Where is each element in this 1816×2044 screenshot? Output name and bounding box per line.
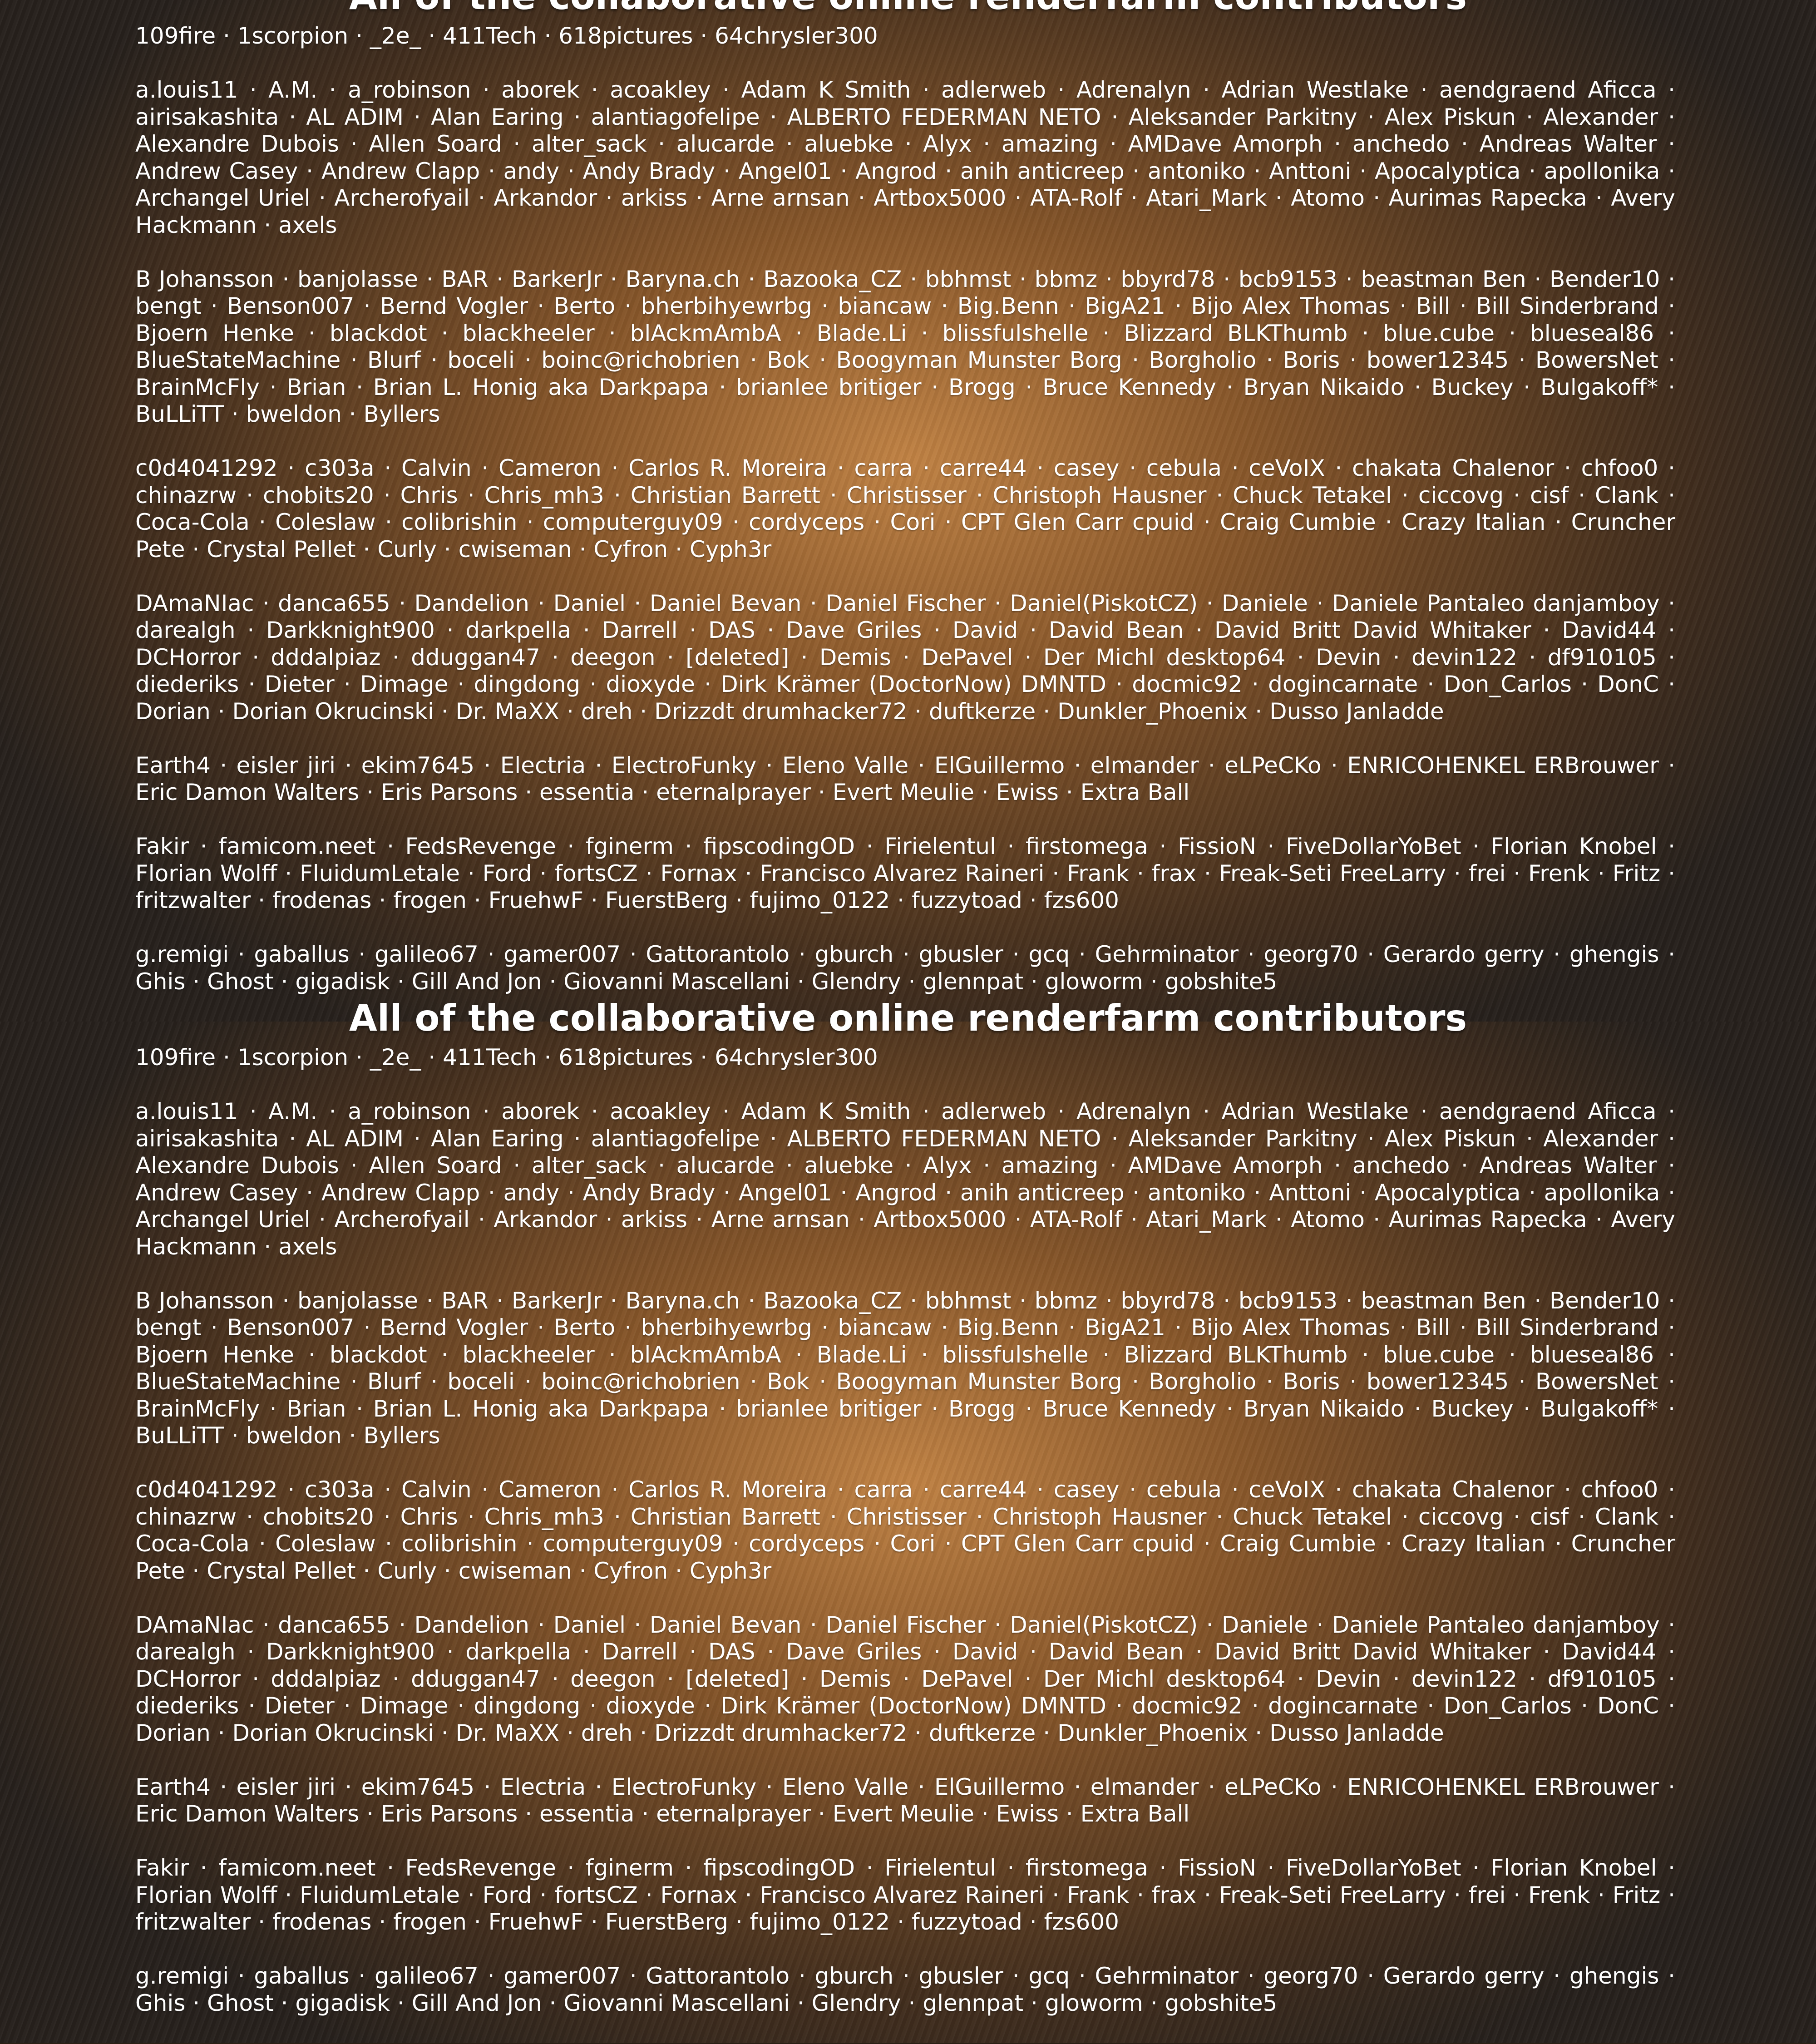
contributors-group-e: Earth4 · eisler jiri · ekim7645 · Electria · ElectroFunky · Eleno Valle · ElGuillermo · elmander · eLPeCKo · ENRICOHENKEL ERBrouwer · Eric Damon Walters · Eris Parsons · essentia · eternalprayer · Evert Meulie · Ewiss · Extra Ball [135,752,1675,806]
contributors-group-e: Earth4 · eisler jiri · ekim7645 · Electria · ElectroFunky · Eleno Valle · ElGuillermo · elmander · eLPeCKo · ENRICOHENKEL ERBrouwer · Eric Damon Walters · Eris Parsons · essentia · eternalprayer · Evert Meulie · Ewiss · Extra Ball [135,1774,1675,1828]
contributors-group-c: c0d4041292 · c303a · Calvin · Cameron · Carlos R. Moreira · carra · carre44 · casey · cebula · ceVoIX · chakata Chalenor · chfoo0 · chinazrw · chobits20 · Chris · Chris_mh3 · Christian Barrett · Christisser · Christoph Hausner · Chuck Tetakel · ciccovg · cisf · Clank · Coca-Cola · Coleslaw · colibrishin · computerguy09 · cordyceps · Cori · CPT Glen Carr cpuid · Craig Cumbie · Crazy Italian · Cruncher Pete · Crystal Pellet · Curly · cwiseman · Cyfron · Cyph3r [135,1476,1675,1585]
contributors-group-a: a.louis11 · A.M. · a_robinson · aborek · acoakley · Adam K Smith · adlerweb · Adrenalyn · Adrian Westlake · aendgraend Aficca · airisakashita · AL ADIM · Alan Earing · alantiagofelipe · ALBERTO FEDERMAN NETO · Aleksander Parkitny · Alex Piskun · Alexander · Alexandre Dubois · Allen Soard · alter_sack · alucarde · aluebke · Alyx · amazing · AMDave Amorph · anchedo · Andreas Walter · Andrew Casey · Andrew Clapp · andy · Andy Brady · Angel01 · Angrod · anih anticreep · antoniko · Anttoni · Apocalyptica · apollonika · Archangel Uriel · Archerofyail · Arkandor · arkiss · Arne arnsan · Artbox5000 · ATA-Rolf · Atari_Mark · Atomo · Aurimas Rapecka · Avery Hackmann · axels [135,1098,1675,1260]
contributors-group-f: Fakir · famicom.neet · FedsRevenge · fginerm · fipscodingOD · Firielentul · firstomega · FissioN · FiveDollarYoBet · Florian Knobel · Florian Wolff · FluidumLetale · Ford · fortsCZ · Fornax · Francisco Alvarez Raineri · Frank · frax · Freak-Seti FreeLarry · frei · Frenk · Fritz · fritzwalter · frodenas · frogen · FruehwF · FuerstBerg · fujimo_0122 · fuzzytoad · fzs600 [135,1855,1675,1936]
contributors-group-g: g.remigi · gaballus · galileo67 · gamer007 · Gattorantolo · gburch · gbusler · gcq · Gehrminator · georg70 · Gerardo gerry · ghengis · Ghis · Ghost · gigadisk · Gill And Jon · Giovanni Mascellani · Glendry · glennpat · gloworm · gobshite5 [135,1963,1675,2017]
contributors-group-g: g.remigi · gaballus · galileo67 · gamer007 · Gattorantolo · gburch · gbusler · gcq · Gehrminator · georg70 · Gerardo gerry · ghengis · Ghis · Ghost · gigadisk · Gill And Jon · Giovanni Mascellani · Glendry · glennpat · gloworm · gobshite5 [135,941,1675,995]
credits-title: All of the collaborative online renderfarm contributors [0,997,1816,1039]
contributors-group-b: B Johansson · banjolasse · BAR · BarkerJr · Baryna.ch · Bazooka_CZ · bbhmst · bbmz · bbyrd78 · bcb9153 · beastman Ben · Bender10 · bengt · Benson007 · Bernd Vogler · Berto · bherbihyewrbg · biancaw · Big.Benn · BigA21 · Bijo Alex Thomas · Bill · Bill Sinderbrand · Bjoern Henke · blackdot · blackheeler · blAckmAmbA · Blade.Li · blissfulshelle · Blizzard BLKThumb · blue.cube · blueseal86 · BlueStateMachine · Blurf · boceli · boinc@richobrien · Bok · Boogyman Munster Borg · Borgholio · Boris · bower12345 · BowersNet · BrainMcFly · Brian · Brian L. Honig aka Darkpapa · brianlee britiger · Brogg · Bruce Kennedy · Bryan Nikaido · Buckey · Bulgakoff* · BuLLiTT · bweldon · Byllers [135,266,1675,428]
contributors-group-numeric: 109fire · 1scorpion · _2e_ · 411Tech · 618pictures · 64chrysler300 [135,23,1675,50]
contributors-group-f: Fakir · famicom.neet · FedsRevenge · fginerm · fipscodingOD · Firielentul · firstomega · FissioN · FiveDollarYoBet · Florian Knobel · Florian Wolff · FluidumLetale · Ford · fortsCZ · Fornax · Francisco Alvarez Raineri · Frank · frax · Freak-Seti FreeLarry · frei · Frenk · Fritz · fritzwalter · frodenas · frogen · FruehwF · FuerstBerg · fujimo_0122 · fuzzytoad · fzs600 [135,833,1675,914]
contributors-group-a: a.louis11 · A.M. · a_robinson · aborek · acoakley · Adam K Smith · adlerweb · Adrenalyn · Adrian Westlake · aendgraend Aficca · airisakashita · AL ADIM · Alan Earing · alantiagofelipe · ALBERTO FEDERMAN NETO · Aleksander Parkitny · Alex Piskun · Alexander · Alexandre Dubois · Allen Soard · alter_sack · alucarde · aluebke · Alyx · amazing · AMDave Amorph · anchedo · Andreas Walter · Andrew Casey · Andrew Clapp · andy · Andy Brady · Angel01 · Angrod · anih anticreep · antoniko · Anttoni · Apocalyptica · apollonika · Archangel Uriel · Archerofyail · Arkandor · arkiss · Arne arnsan · Artbox5000 · ATA-Rolf · Atari_Mark · Atomo · Aurimas Rapecka · Avery Hackmann · axels [135,77,1675,239]
contributors-group-d: DAmaNIac · danca655 · Dandelion · Daniel · Daniel Bevan · Daniel Fischer · Daniel(PiskotCZ) · Daniele · Daniele Pantaleo danjamboy · darealgh · Darkknight900 · darkpella · Darrell · DAS · Dave Griles · David · David Bean · David Britt David Whitaker · David44 · DCHorror · dddalpiaz · dduggan47 · deegon · [deleted] · Demis · DePavel · Der Michl desktop64 · Devin · devin122 · df910105 · diederiks · Dieter · Dimage · dingdong · dioxyde · Dirk Krämer (DoctorNow) DMNTD · docmic92 · dogincarnate · Don_Carlos · DonC · Dorian · Dorian Okrucinski · Dr. MaXX · dreh · Drizzdt drumhacker72 · duftkerze · Dunkler_Phoenix · Dusso Janladde [135,590,1675,726]
contributors-group-c: c0d4041292 · c303a · Calvin · Cameron · Carlos R. Moreira · carra · carre44 · casey · cebula · ceVoIX · chakata Chalenor · chfoo0 · chinazrw · chobits20 · Chris · Chris_mh3 · Christian Barrett · Christisser · Christoph Hausner · Chuck Tetakel · ciccovg · cisf · Clank · Coca-Cola · Coleslaw · colibrishin · computerguy09 · cordyceps · Cori · CPT Glen Carr cpuid · Craig Cumbie · Crazy Italian · Cruncher Pete · Crystal Pellet · Curly · cwiseman · Cyfron · Cyph3r [135,455,1675,563]
contributors-group-numeric: 109fire · 1scorpion · _2e_ · 411Tech · 618pictures · 64chrysler300 [135,1044,1675,1071]
contributors-group-d: DAmaNIac · danca655 · Dandelion · Daniel · Daniel Bevan · Daniel Fischer · Daniel(PiskotCZ) · Daniele · Daniele Pantaleo danjamboy · darealgh · Darkknight900 · darkpella · Darrell · DAS · Dave Griles · David · David Bean · David Britt David Whitaker · David44 · DCHorror · dddalpiaz · dduggan47 · deegon · [deleted] · Demis · DePavel · Der Michl desktop64 · Devin · devin122 · df910105 · diederiks · Dieter · Dimage · dingdong · dioxyde · Dirk Krämer (DoctorNow) DMNTD · docmic92 · dogincarnate · Don_Carlos · DonC · Dorian · Dorian Okrucinski · Dr. MaXX · dreh · Drizzdt drumhacker72 · duftkerze · Dunkler_Phoenix · Dusso Janladde [135,1612,1675,1747]
contributors-group-b: B Johansson · banjolasse · BAR · BarkerJr · Baryna.ch · Bazooka_CZ · bbhmst · bbmz · bbyrd78 · bcb9153 · beastman Ben · Bender10 · bengt · Benson007 · Bernd Vogler · Berto · bherbihyewrbg · biancaw · Big.Benn · BigA21 · Bijo Alex Thomas · Bill · Bill Sinderbrand · Bjoern Henke · blackdot · blackheeler · blAckmAmbA · Blade.Li · blissfulshelle · Blizzard BLKThumb · blue.cube · blueseal86 · BlueStateMachine · Blurf · boceli · boinc@richobrien · Bok · Boogyman Munster Borg · Borgholio · Boris · bower12345 · BowersNet · BrainMcFly · Brian · Brian L. Honig aka Darkpapa · brianlee britiger · Brogg · Bruce Kennedy · Bryan Nikaido · Buckey · Bulgakoff* · BuLLiTT · bweldon · Byllers [135,1288,1675,1450]
